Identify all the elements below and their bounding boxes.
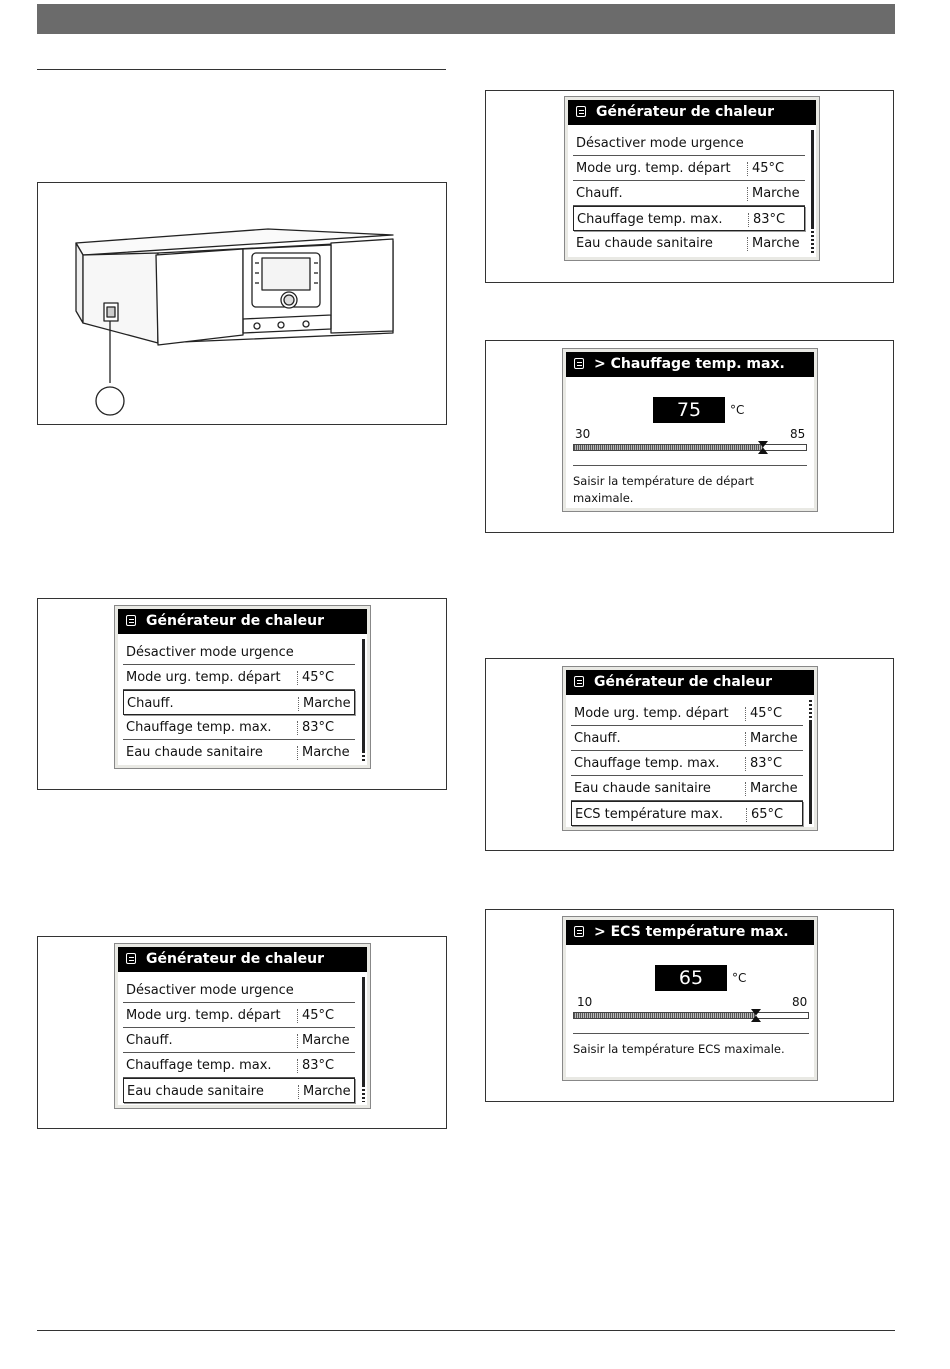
menu-item-heating[interactable] — [573, 181, 805, 206]
figure-screen-heating-detail — [485, 340, 894, 533]
menu-icon — [576, 106, 586, 117]
menu-item-max-temp[interactable] — [123, 1053, 355, 1078]
scrollbar[interactable] — [811, 130, 814, 229]
figure-device-illustration — [37, 182, 447, 425]
display-menu-heating — [114, 605, 371, 769]
scrollbar-track — [362, 755, 365, 762]
menu-icon — [126, 953, 136, 964]
menu-item-label: Désactiver mode urgence — [126, 983, 294, 998]
range-min-label: 10 — [577, 995, 593, 1009]
menu-item-label: Chauffage temp. max. — [126, 720, 272, 735]
footer-rule — [37, 1330, 895, 1331]
menu-item-value: 45°C — [302, 1008, 335, 1023]
menu-item-dhw[interactable] — [123, 1078, 355, 1103]
scrollbar-track — [811, 231, 814, 254]
menu-item-deactivate[interactable] — [123, 640, 355, 665]
menu-item-label: Mode urg. temp. départ — [126, 670, 281, 685]
menu-title-text: Générateur de chaleur — [146, 613, 325, 629]
menu-icon — [126, 615, 136, 626]
menu-item-urg-temp[interactable] — [123, 1003, 355, 1028]
menu-item-value: 83°C — [750, 756, 783, 771]
menu-item-urg-temp[interactable] — [571, 701, 803, 726]
display-dhw-detail — [562, 916, 818, 1081]
menu-icon — [574, 926, 584, 937]
menu-item-value: Marche — [752, 186, 800, 201]
menu-icon — [574, 358, 584, 369]
menu-item-max-temp[interactable] — [573, 206, 805, 231]
heat-generator-illustration — [38, 183, 446, 424]
menu-item-dhw-max[interactable] — [571, 801, 803, 826]
menu-item-max-temp[interactable] — [123, 715, 355, 740]
menu-item-label: Eau chaude sanitaire — [126, 745, 263, 760]
menu-item-label: Désactiver mode urgence — [126, 645, 294, 660]
menu-item-value: Marche — [303, 696, 351, 711]
menu-item-heating[interactable] — [123, 690, 355, 715]
value-slider[interactable] — [573, 1012, 809, 1019]
menu-item-value: Marche — [750, 731, 798, 746]
menu-item-dhw[interactable] — [123, 740, 355, 765]
display-heating-detail — [562, 348, 818, 512]
menu-item-label: Chauffage temp. max. — [577, 212, 723, 227]
slider-fill — [574, 445, 763, 450]
figure-screen-dhw-detail — [485, 909, 894, 1102]
description-line: Saisir la température de départ — [573, 474, 754, 488]
menu-item-max-temp[interactable] — [571, 751, 803, 776]
menu-item-value: Marche — [303, 1084, 351, 1099]
menu-item-value: Marche — [750, 781, 798, 796]
menu-title-text: Générateur de chaleur — [596, 104, 775, 120]
slider-knob-icon[interactable] — [758, 441, 768, 454]
menu-item-deactivate[interactable] — [573, 131, 805, 156]
value-slider[interactable] — [573, 444, 807, 451]
menu-item-heating[interactable] — [123, 1028, 355, 1053]
scrollbar[interactable] — [362, 639, 365, 753]
value-display[interactable]: 75 — [653, 397, 725, 423]
menu-item-value: 83°C — [302, 720, 335, 735]
detail-title — [566, 352, 814, 377]
menu-item-label: Chauff. — [574, 731, 621, 746]
menu-item-deactivate[interactable] — [123, 978, 355, 1003]
menu-title — [118, 609, 367, 634]
scrollbar[interactable] — [809, 722, 812, 824]
header-bar — [37, 4, 895, 34]
description-line: maximale. — [573, 491, 634, 505]
menu-icon — [574, 676, 584, 687]
slider-fill — [574, 1013, 756, 1018]
detail-title — [566, 920, 814, 945]
divider — [573, 1033, 809, 1034]
menu-title — [118, 947, 367, 972]
menu-item-value: Marche — [752, 236, 800, 251]
display-menu-dhw-max — [562, 666, 818, 831]
scrollbar-track — [809, 700, 812, 722]
display-menu-max-temp — [564, 96, 820, 261]
range-min-label: 30 — [575, 427, 591, 441]
figure-screen-max-temp — [485, 90, 894, 283]
menu-item-heating[interactable] — [571, 726, 803, 751]
range-max-label: 80 — [792, 995, 808, 1009]
display-menu-dhw — [114, 943, 371, 1109]
menu-item-value: 83°C — [753, 212, 786, 227]
menu-item-value: 45°C — [302, 670, 335, 685]
menu-item-dhw[interactable] — [573, 231, 805, 256]
menu-item-label: Mode urg. temp. départ — [574, 706, 729, 721]
menu-item-urg-temp[interactable] — [123, 665, 355, 690]
menu-item-value: 65°C — [751, 807, 784, 822]
menu-item-label: Eau chaude sanitaire — [127, 1084, 264, 1099]
scrollbar[interactable] — [362, 977, 365, 1085]
menu-item-label: Désactiver mode urgence — [576, 136, 744, 151]
menu-item-dhw[interactable] — [571, 776, 803, 801]
menu-item-label: Mode urg. temp. départ — [576, 161, 731, 176]
value-display[interactable]: 65 — [655, 965, 727, 991]
description-text: Saisir la température ECS maximale. — [573, 1042, 785, 1056]
menu-title — [568, 100, 816, 125]
menu-item-label: Chauffage temp. max. — [574, 756, 720, 771]
menu-title-text: Générateur de chaleur — [594, 674, 773, 690]
menu-item-label: Eau chaude sanitaire — [574, 781, 711, 796]
menu-title-text: Générateur de chaleur — [146, 951, 325, 967]
detail-title-text: > Chauffage temp. max. — [594, 356, 785, 372]
slider-knob-icon[interactable] — [751, 1009, 761, 1022]
menu-item-label: ECS température max. — [575, 807, 723, 822]
menu-item-value: 83°C — [302, 1058, 335, 1073]
menu-item-label: Chauff. — [576, 186, 623, 201]
menu-item-label: Chauffage temp. max. — [126, 1058, 272, 1073]
description-text — [573, 473, 754, 507]
menu-title — [566, 670, 814, 695]
menu-item-label: Eau chaude sanitaire — [576, 236, 713, 251]
figure-screen-heating — [37, 598, 447, 790]
menu-item-label: Mode urg. temp. départ — [126, 1008, 281, 1023]
figure-screen-dhw-max — [485, 658, 894, 851]
menu-item-value: Marche — [302, 745, 350, 760]
unit-label: °C — [730, 403, 745, 417]
figure-screen-dhw — [37, 936, 447, 1129]
range-max-label: 85 — [790, 427, 806, 441]
scrollbar-track — [362, 1085, 365, 1102]
detail-title-text: > ECS température max. — [594, 924, 789, 940]
divider — [573, 465, 807, 466]
section-rule — [37, 69, 446, 70]
menu-item-label: Chauff. — [127, 696, 174, 711]
menu-item-value: 45°C — [750, 706, 783, 721]
menu-item-value: Marche — [302, 1033, 350, 1048]
menu-item-label: Chauff. — [126, 1033, 173, 1048]
unit-label: °C — [732, 971, 747, 985]
menu-item-urg-temp[interactable] — [573, 156, 805, 181]
menu-item-value: 45°C — [752, 161, 785, 176]
